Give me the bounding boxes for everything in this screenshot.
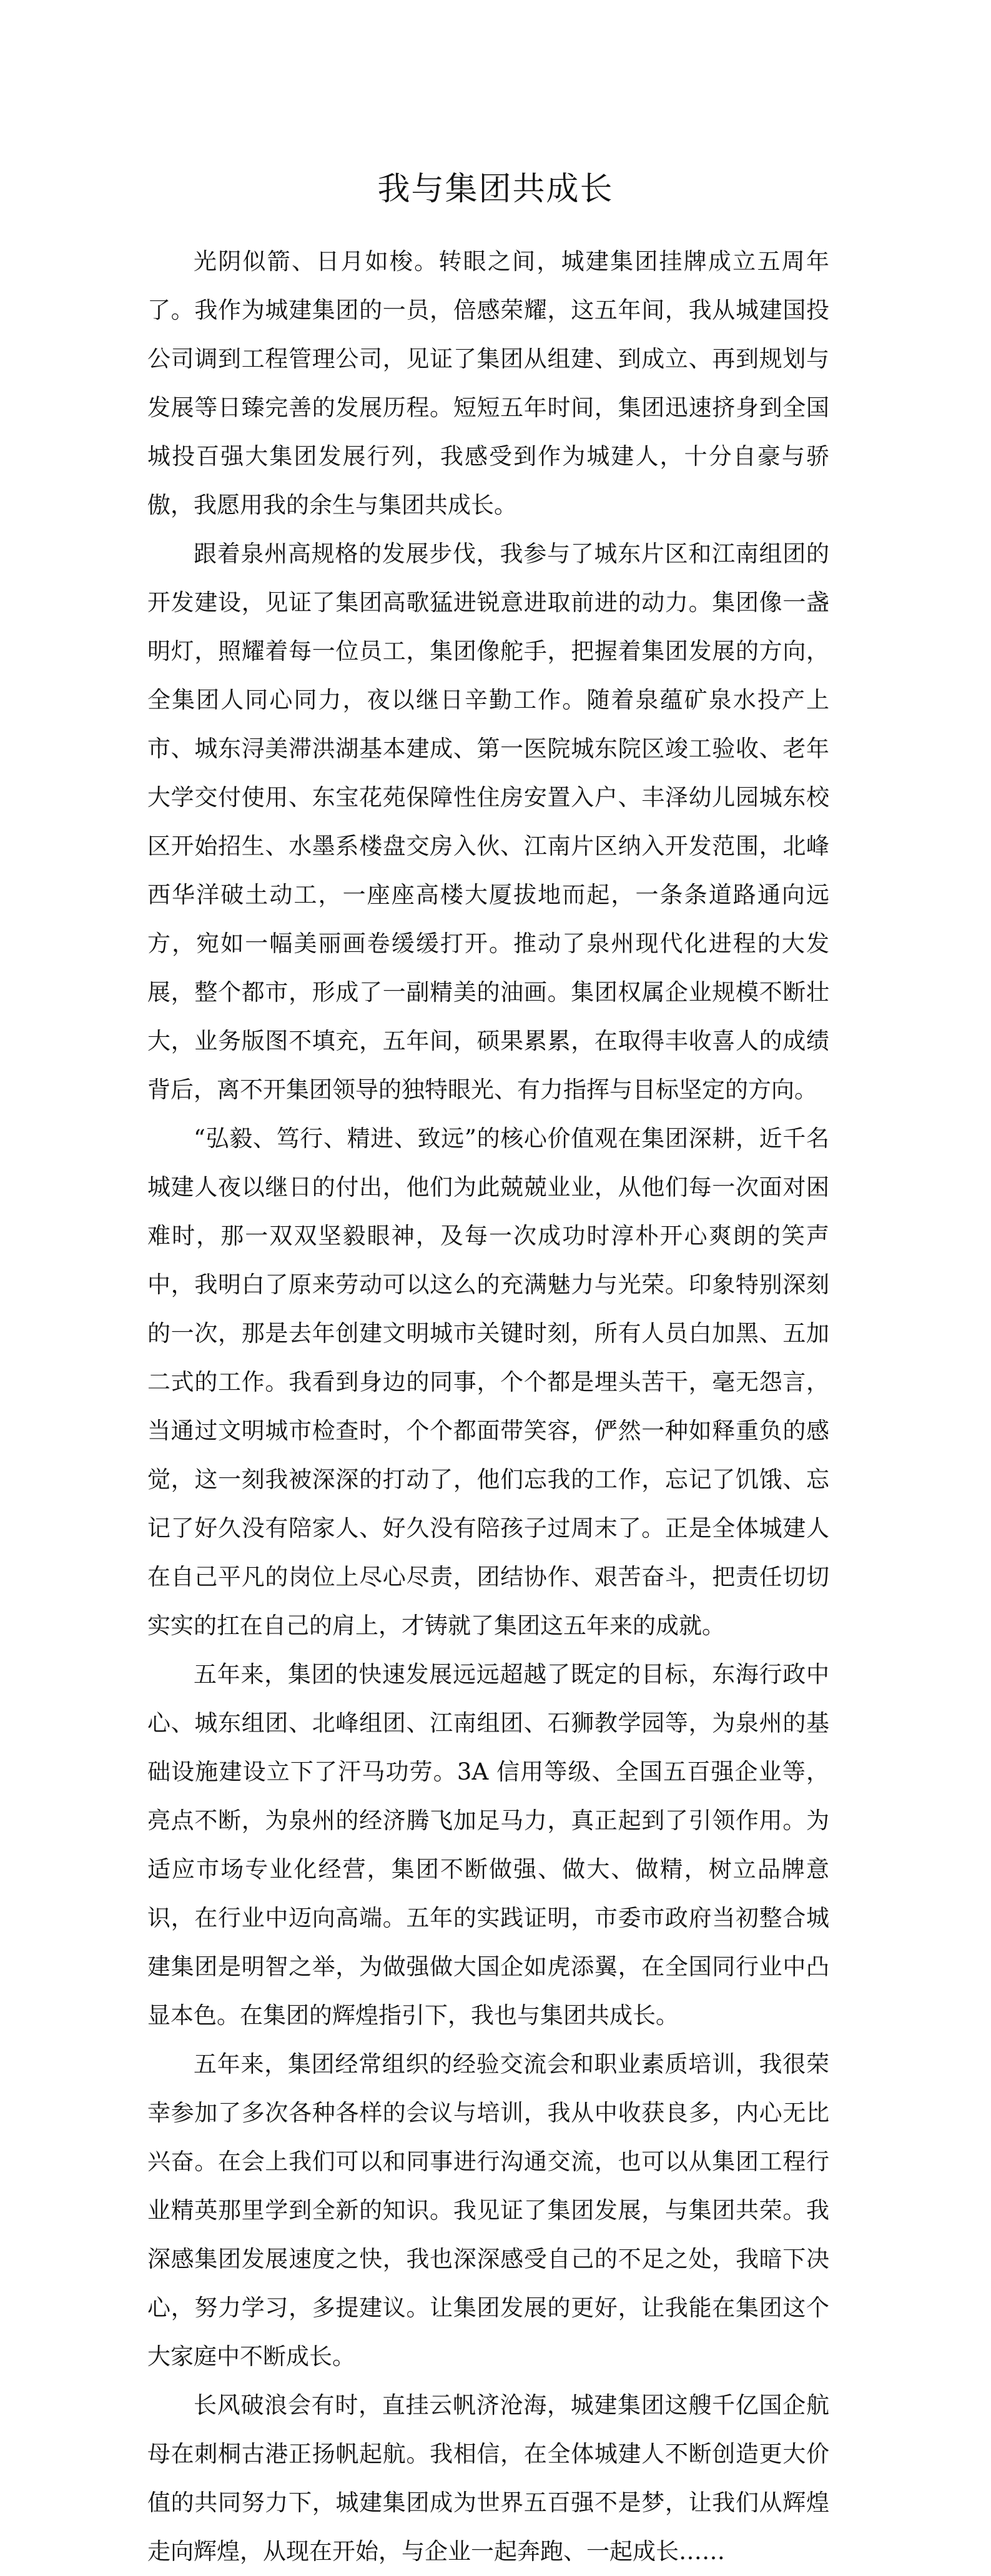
paragraph-3: “弘毅、笃行、精进、致远”的核心价值观在集团深耕，近千名城建人夜以继日的付出，他们为此兢兢业业，从他们每一次面对困难时，那一双双坚毅眼神，及每一次成功时淳朴开心爽朗的笑声中，我明白了原来劳动可以这么的充满魅力与光荣。印象特别深刻的一次，那是去年创建文明城市关键时刻，所有人员白加黑、五加二式的工作。我看到身边的同事，个个都是埋头苦干，毫无怨言，当通过文明城市检查时，个个都面带笑容，俨然一种如释重负的感觉，这一刻我被深深的打动了，他们忘我的工作，忘记了饥饿、忘记了好久没有陪家人、好久没有陪孩子过周末了。正是全体城建人在自己平凡的岗位上尽心尽责，团结协作、艰苦奋斗，把责任切切实实的扛在自己的肩上，才铸就了集团这五年来的成就。 <box>147 1125 829 1639</box>
paragraph-1: 光阴似箭、日月如梭。转眼之间，城建集团挂牌成立五周年了。我作为城建集团的一员，倍感荣耀，这五年间，我从城建国投公司调到工程管理公司，见证了集团从组建、到成立、再到规划与发展等日臻完善的发展历程。短短五年时间，集团迅速挤身到全国城投百强大集团发展行列，我感受到作为城建人，十分自豪与骄傲，我愿用我的余生与集团共成长。 <box>147 248 829 518</box>
paragraph-5: 五年来，集团经常组织的经验交流会和职业素质培训，我很荣幸参加了多次各种各样的会议与培训，我从中收获良多，内心无比兴奋。在会上我们可以和同事进行沟通交流，也可以从集团工程行业精英那里学到全新的知识。我见证了集团发展，与集团共荣。我深感集团发展速度之快，我也深深感受自己的不足之处，我暗下决心，努力学习，多提建议。让集团发展的更好，让我能在集团这个大家庭中不断成长。 <box>147 2051 829 2370</box>
paragraph-6: 长风破浪会有时，直挂云帆济沧海，城建集团这艘千亿国企航母在刺桐古港正扬帆起航。我相信，在全体城建人不断创造更大价值的共同努力下，城建集团成为世界五百强不是梦，让我们从辉煌走向辉煌，从现在开始，与企业一起奔跑、一起成长…… <box>147 2392 829 2565</box>
paragraph-2: 跟着泉州高规格的发展步伐，我参与了城东片区和江南组团的开发建设，见证了集团高歌猛进锐意进取前进的动力。集团像一盏明灯，照耀着每一位员工，集团像舵手，把握着集团发展的方向，全集团人同心同力，夜以继日辛勤工作。随着泉蕴矿泉水投产上市、城东浔美滞洪湖基本建成、第一医院城东院区竣工验收、老年大学交付使用、东宝花苑保障性住房安置入户、丰泽幼儿园城东校区开始招生、水墨系楼盘交房入伙、江南片区纳入开发范围，北峰西华洋破土动工，一座座高楼大厦拔地而起，一条条道路通向远方，宛如一幅美丽画卷缓缓打开。推动了泉州现代化进程的大发展，整个都市，形成了一副精美的油画。集团权属企业规模不断壮大，业务版图不填充，五年间，硕果累累，在取得丰收喜人的成绩背后，离不开集团领导的独特眼光、有力指挥与目标坚定的方向。 <box>147 540 829 1103</box>
paragraph-4: 五年来，集团的快速发展远远超越了既定的目标，东海行政中心、城东组团、北峰组团、江南组团、石狮教学园等，为泉州的基础设施建设立下了汗马功劳。3A 信用等级、全国五百强企业等，亮点不断，为泉州的经济腾飞加足马力，真正起到了引领作用。为适应市场专业化经营，集团不断做强、做大、做精，树立品牌意识，在行业中迈向高端。五年的实践证明，市委市政府当初整合城建集团是明智之举，为做强做大国企如虎添翼，在全国同行业中凸显本色。在集团的辉煌指引下，我也与集团共成长。 <box>147 1661 829 2029</box>
document-title: 我与集团共成长 <box>377 171 614 208</box>
document-body <box>147 237 829 2576</box>
